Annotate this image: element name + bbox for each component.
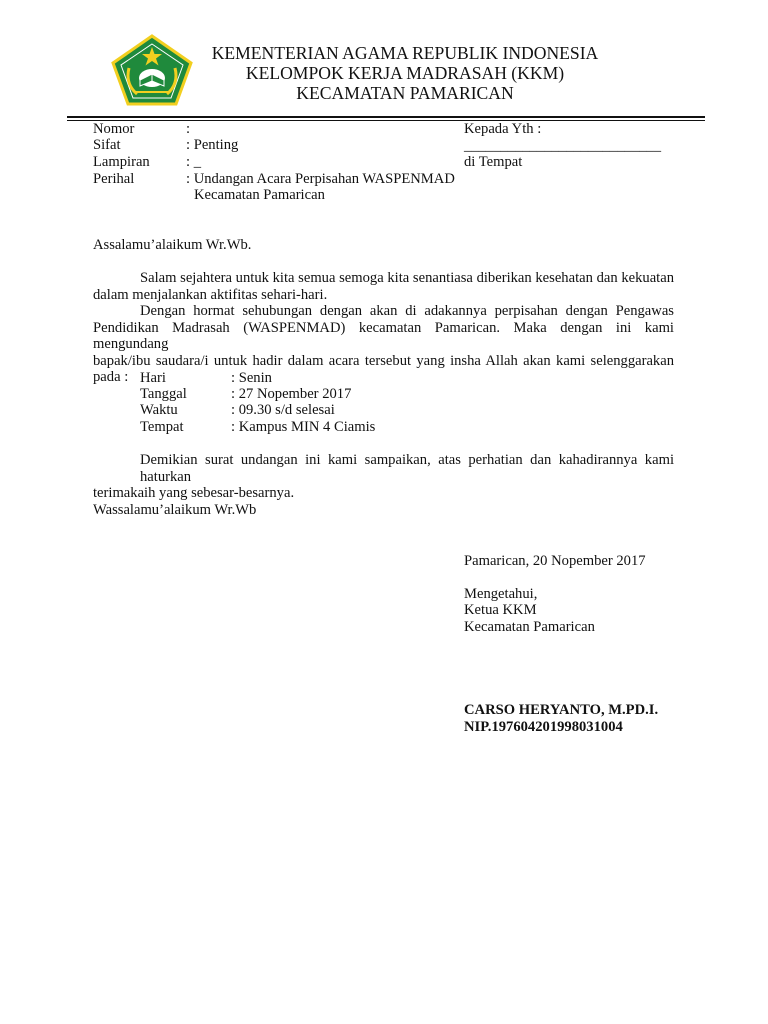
meta-lampiran-value: : _ <box>186 154 201 170</box>
meta-lampiran-label: Lampiran <box>93 154 150 170</box>
header-divider-thin <box>67 120 705 121</box>
signature-name: CARSO HERYANTO, M.PD.I. <box>464 702 659 718</box>
signature-nip: NIP.197604201998031004 <box>464 719 623 735</box>
meta-perihal-value-2: Kecamatan Pamarican <box>194 187 325 203</box>
kemenag-logo-icon <box>111 34 193 106</box>
event-tanggal-value: : 27 Nopember 2017 <box>231 386 352 402</box>
recipient-title: Kepada Yth : <box>464 121 542 137</box>
closing-paragraph <box>93 452 674 502</box>
body-p2-line-2: Pendidikan Madrasah (WASPENMAD) kecamatan Pamarican. Maka dengan ini kami mengundang <box>93 319 674 352</box>
body-p1-line-1: Salam sejahtera untuk kita semua semoga kita senantiasa diberikan kesehatan dan kekuatan <box>140 270 674 286</box>
greeting: Assalamu’alaikum Wr.Wb. <box>93 237 252 253</box>
signature-place-date: Pamarican, 20 Nopember 2017 <box>464 553 646 569</box>
body-paragraph-2 <box>93 303 674 386</box>
body-paragraph-1 <box>93 270 674 303</box>
signature-mengetahui: Mengetahui, <box>464 586 538 602</box>
meta-perihal-value: : Undangan Acara Perpisahan WASPENMAD <box>186 171 455 187</box>
closing-line-2: terimakaih yang sebesar-besarnya. <box>93 485 295 501</box>
event-tempat-value: : Kampus MIN 4 Ciamis <box>231 419 376 435</box>
header-ministry: KEMENTERIAN AGAMA REPUBLIK INDONESIA <box>211 43 599 63</box>
header-district: KECAMATAN PAMARICAN <box>296 83 514 103</box>
recipient-location: di Tempat <box>464 154 523 170</box>
meta-nomor-label: Nomor <box>93 121 135 137</box>
event-tempat-label: Tempat <box>140 419 184 435</box>
header-kkm: KELOMPOK KERJA MADRASAH (KKM) <box>245 63 565 83</box>
meta-perihal-label: Perihal <box>93 171 135 187</box>
signature-district: Kecamatan Pamarican <box>464 619 595 635</box>
event-waktu-value: : 09.30 s/d selesai <box>231 402 335 418</box>
meta-nomor-value: : <box>186 121 191 137</box>
event-hari-value: : Senin <box>231 370 272 386</box>
body-p1-line-2: dalam menjalankan aktifitas sehari-hari. <box>93 286 328 303</box>
signature-position: Ketua KKM <box>464 602 537 618</box>
event-waktu-label: Waktu <box>140 402 178 418</box>
event-tanggal-label: Tanggal <box>140 386 187 402</box>
body-p2-line-1: Dengan hormat sehubungan dengan akan di adakannya perpisahan dengan Pengawas <box>140 303 674 319</box>
body-p2-line-3: bapak/ibu saudara/i untuk hadir dalam acara tersebut yang insha Allah akan kami selenggarakan pada : <box>93 352 674 385</box>
header-divider-thick <box>67 116 705 118</box>
meta-sifat-value: : Penting <box>186 137 239 153</box>
farewell: Wassalamu’alaikum Wr.Wb <box>93 502 257 518</box>
meta-sifat-label: Sifat <box>93 137 121 153</box>
event-hari-label: Hari <box>140 370 166 386</box>
closing-line-1: Demikian surat undangan ini kami sampaikan, atas perhatian dan kahadirannya kami haturkan <box>140 452 674 485</box>
recipient-blank: ___________________________ <box>464 138 662 154</box>
